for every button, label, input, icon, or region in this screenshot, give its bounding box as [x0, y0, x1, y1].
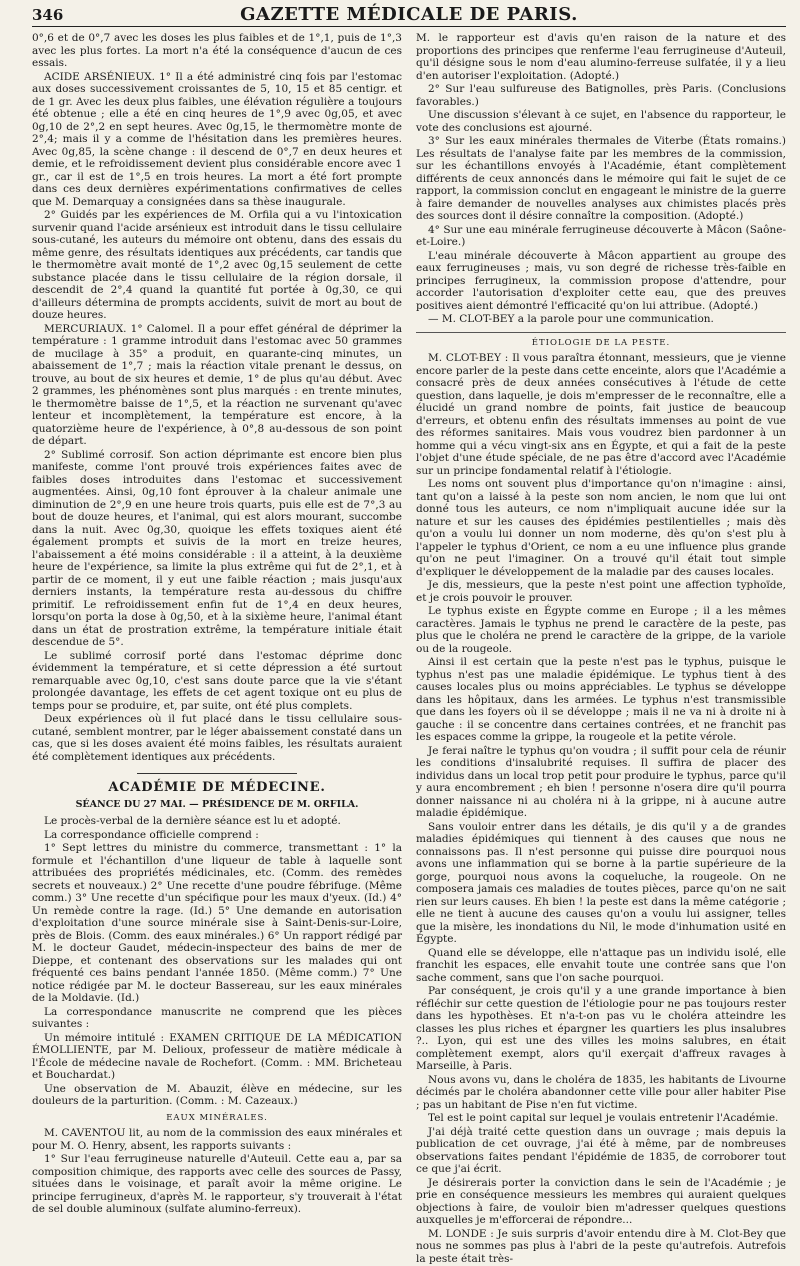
- paragraph: Le procès-verbal de la dernière séance est lu et adopté.: [44, 815, 341, 827]
- paragraph: 4° Sur une eau minérale ferrugineuse découverte à Mâcon (Saône-et-Loire.): [416, 223, 786, 248]
- paragraph: La correspondance officielle comprend :: [44, 828, 259, 841]
- paragraph: Sans vouloir entrer dans les détails, je dis qu'il y a de grandes maladies épidémiques qui tiennent à des causes que nous ne connaissons pas. Il n'est personne qui puisse dire pourquoi nous avons une inflammation qui se borne à la partie supérieure de la gorge, pourquoi nous avons la coqueluche, la rougeole. On ne composera jamais ces maladies de toutes pièces, parce qu'on ne sait rien sur leurs causes. Eh bien ! la peste est dans la même catégorie ; elle ne tient à aucune des causes qu'on a voulu lui assigner, telles que la misère, les inondations du Nil, le mode d'inhumation usité en Égypte.: [416, 820, 786, 945]
- section-rule: [137, 773, 297, 774]
- paragraph: Nous avons vu, dans le choléra de 1835, les habitants de Livourne décimés par le choléra abandonner cette ville pour aller habiter Pise ; pas un habitant de Pise n'en fut victime.: [416, 1073, 786, 1111]
- paragraph: M. CAVENTOU lit, au nom de la commission des eaux minérales et pour M. O. Henry, absent, les rapports suivants :: [32, 1127, 402, 1152]
- paragraph: 2° Sur l'eau sulfureuse des Batignolles, près Paris. (Conclusions favorables.): [416, 83, 786, 108]
- paragraph: — M. CLOT-BEY a la parole pour une communication.: [428, 313, 714, 325]
- right-column: [416, 32, 786, 1266]
- paragraph: 0°,6 et de 0°,7 avec les doses les plus faibles et de 1°,1, puis de 1°,3 avec les plus fortes. La mort n'a été la conséquence d'aucun de ces essais.: [32, 32, 402, 69]
- paragraph: Le typhus existe en Égypte comme en Europe ; il a les mêmes caractères. Jamais le typhus ne prend le caractère de la peste, pas plus que le choléra ne prend le caractère de la grippe, de la variole ou de la rougeole.: [416, 605, 786, 655]
- paragraph: Deux expériences où il fut placé dans le tissu cellulaire sous-cutané, semblent montrer, par le léger abaissement constaté dans un cas, que si les doses avaient été moins faibles, les résultats auraient été complètement identiques aux précédents.: [32, 713, 402, 763]
- paragraph: 1° Sur l'eau ferrugineuse naturelle d'Auteuil. Cette eau a, par sa composition chimique, des rapports avec celle des sources de Passy, situées dans le voisinage, et paraît avoir la même origine. Le principe ferrugineux, d'après M. le rapporteur, s'y trouverait à l'état de sel double aluminoux (sulfate alumino-ferreux).: [32, 1153, 402, 1215]
- columns: [32, 32, 786, 1266]
- subsection-heading: ÉTIOLOGIE DE LA PESTE.: [531, 337, 671, 348]
- paragraph: M. CLOT-BEY : Il vous paraîtra étonnant, messieurs, que je vienne encore parler de la peste dans cette enceinte, alors que l'Académie a consacré près de deux années consécutives à l'étude de cette question, dans laquelle, je dois m'empresser de le reconnaître, elle a élucidé un grand nombre de points, fait justice de beaucoup d'erreurs, et obtenu enfin des résultats immenses au point de vue des réformes sanitaires. Mais vous voudrez bien pardonner à un homme qui a vécu vingt-six ans en Égypte, et qui a fait de la peste l'objet d'une étude spéciale, de ne pas être d'accord avec l'Académie sur un principe fondamental relatif à l'étiologie.: [416, 352, 786, 477]
- paragraph: Ainsi il est certain que la peste n'est pas le typhus, puisque le typhus n'est pas une maladie épidémique. Le typhus tient à des causes locales plus ou moins appréciables. Le typhus se développe dans les hôpitaux, dans les armées. Le typhus n'est transmissible que dans les foyers où il se développe ; mais il ne va ni à droite ni à gauche : il se concentre dans certaines contrées, et ne franchit pas les espaces comme la grippe, la rougeole et la petite vérole.: [416, 656, 786, 743]
- subsection-heading: EAUX MINÉRALES.: [166, 1112, 268, 1123]
- section-divider: [416, 332, 786, 333]
- paragraph: La correspondance manuscrite ne comprend que les pièces suivantes :: [32, 1005, 402, 1030]
- page-number: 346: [32, 6, 64, 24]
- paragraph: M. le rapporteur est d'avis qu'en raison de la nature et des proportions des principes que renferme l'eau ferrugineuse d'Auteuil, qu'il désigne sous le nom d'eau alumino-ferreuse sulfatée, il y a lieu d'en autoriser l'exploitation. (Adopté.): [416, 32, 786, 82]
- left-column: [32, 32, 402, 1266]
- paragraph: M. LONDE : Je suis surpris d'avoir entendu dire à M. Clot-Bey que nous ne sommes pas plus à l'abri de la peste qu'autrefois. Autrefois la peste était très-: [416, 1227, 786, 1265]
- journal-title: GAZETTE MÉDICALE DE PARIS.: [240, 4, 578, 25]
- paragraph: L'eau minérale découverte à Mâcon appartient au groupe des eaux ferrugineuses ; mais, vu son degré de richesse très-faible en principes ferrugineux, la commission propose d'attendre, pour accorder l'autorisation d'exploiter cette eau, que des preuves positives aient démontré l'efficacité qu'on lui attribue. (Adopté.): [416, 249, 786, 312]
- paragraph: 2° Sublimé corrosif. Son action déprimante est encore bien plus manifeste, comme l'ont prouvé trois expériences faites avec de faibles doses introduites dans l'estomac et successivement augmentées. Ainsi, 0g,10 font éprouver à la chaleur animale une diminution de 2°,9 en une heure trois quarts, puis elle est de 7°,3 au bout de douze heures, et l'animal, qui est alors mourant, succombe dans la nuit. Avec 0g,30, quoique les effets toxiques aient été également prompts et suivis de la mort en treize heures, l'abaissement a été moins considérable : il a atteint, à la deuxième heure de l'expérience, sa limite la plus extrême qui fut de 2°,1, et à partir de ce moment, il y eut une faible réaction ; mais jusqu'aux derniers instants, la température resta au-dessous du chiffre primitif. Le refroidissement enfin fut de 1°,4 en deux heures, lorsqu'on porta la dose à 0g,50, et à la sixième heure, l'animal étant dans un état de prostration extrême, la température initiale était descendue de 5°.: [32, 448, 402, 648]
- section-title: ACADÉMIE DE MÉDECINE.: [108, 780, 326, 795]
- paragraph: Je dis, messieurs, que la peste n'est point une affection typhoïde, et je crois pouvoir le prouver.: [416, 579, 786, 604]
- paragraph: ACIDE ARSÉNIEUX. 1° Il a été administré cinq fois par l'estomac aux doses successivement croissantes de 5, 10, 15 et 85 centigr. et de 1 gr. Avec les deux plus faibles, une élévation régulière a toujours été obtenue ; elle a été en cinq heures de 1°,9 avec 0g,05, et avec 0g,10 de 2°,2 en sept heures. Avec 0g,15, le thermomètre monte de 2°,4; mais il y a comme de l'hésitation dans les premières heures. Avec 0g,85, la scène change : il descend de 0°,7 en deux heures et demie, et le refroidissement devient plus considérable encore avec 1 gr., car il est de 1°,5 en trois heures. La mort a été fort prompte dans ces deux dernières expérimentations confirmatives de celles que M. Demarquay a consignées dans sa thèse inaugurale.: [32, 70, 402, 208]
- paragraph: 1° Sept lettres du ministre du commerce, transmettant : 1° la formule et l'échantillon d'une liqueur de table à laquelle sont attribuées des propriétés médicinales, etc. (Comm. des remèdes secrets et nouveaux.) 2° Une recette d'une poudre fébrifuge. (Même comm.) 3° Une recette d'un spécifique pour les maux d'yeux. (Id.) 4° Un remède contre la rage. (Id.) 5° Une demande en autorisation d'exploitation d'une source minérale sise à Saint-Denis-sur-Loire, près de Blois. (Comm. des eaux minérales.) 6° Un rapport rédigé par M. le docteur Gaudet, médecin-inspecteur des bains de mer de Dieppe, et contenant des observations sur les malades qui ont fréquenté ces bains pendant l'année 1850. (Même comm.) 7° Une notice rédigée par M. le docteur Bassereau, sur les eaux minérales de la Moldavie. (Id.): [32, 842, 402, 1004]
- paragraph: 2° Guidés par les expériences de M. Orfila qui a vu l'intoxication survenir quand l'acide arsénieux est introduit dans le tissu cellulaire sous-cutané, les auteurs du mémoire ont obtenu, dans des essais du même genre, des résultats identiques aux précédents, car tandis que le thermomètre avait monté de 1°,2 avec 0g,15 seulement de cette substance placée dans le tissu cellulaire de la région dorsale, il descendit de 2°,4 quand la quantité fut portée à 0g,30, ce qui d'ailleurs détermina de prompts accidents, suivit de mort au bout de douze heures.: [32, 209, 402, 321]
- paragraph: Le sublimé corrosif porté dans l'estomac déprime donc évidemment la température, et si cette dépression a été surtout remarquable avec 0g,10, c'est sans doute parce que la vie s'étant prolongée davantage, les effets de cet agent toxique ont eu plus de temps pour se produire, et, par suite, ont été plus complets.: [32, 649, 402, 712]
- paragraph: MERCURIAUX. 1° Calomel. Il a pour effet général de déprimer la température : 1 gramme introduit dans l'estomac avec 50 grammes de mucilage à 35° a produit, en quarante-cinq minutes, un abaissement de 1°,7 ; mais la réaction vitale prenant le dessus, on trouve, au bout de six heures et demie, 1° de plus qu'au début. Avec 2 grammes, les phénomènes sont plus marqués : en trente minutes, le thermomètre baisse de 1°,5, et la réaction ne survenant qu'avec lenteur et incomplètement, la température est encore, à la quatorzième heure de l'expérience, à 0°,8 au-dessous de son point de départ.: [32, 322, 402, 447]
- paragraph: 3° Sur les eaux minérales thermales de Viterbe (États romains.) Les résultats de l'analyse faite par les membres de la commission, sur les échantillons envoyés à l'Académie, étant complètement différents de ceux annoncés dans le mémoire qui fait le sujet de ce rapport, la commission conclut en engageant le ministre de la guerre à faire demander de nouvelles analyses aux chimistes placés près des sources dont il désire connaître la composition. (Adopté.): [416, 135, 786, 222]
- paragraph: Les noms ont souvent plus d'importance qu'on n'imagine : ainsi, tant qu'on a laissé à la peste son nom ancien, le nom que lui ont donné tous les auteurs, ce nom n'impliquait aucune idée sur la nature et sur les causes des épidémies pestilentielles ; mais dès qu'on a voulu lui donner un nom moderne, dès qu'on s'est plu à l'appeler le typhus d'Orient, ce nom a eu une influence plus grande qu'on ne peut l'imaginer. On a trouvé qu'il était tout simple d'expliquer le développement de la maladie par des causes locales.: [416, 478, 786, 578]
- page-header: [32, 4, 786, 27]
- session-heading: SÉANCE DU 27 MAI. — PRÉSIDENCE DE M. ORFILA.: [75, 798, 359, 810]
- paragraph: Un mémoire intitulé : EXAMEN CRITIQUE DE LA MÉDICATION ÉMOLLIENTE, par M. Delioux, professeur de matière médicale à l'École de médecine navale de Rochefort. (Comm. : MM. Bricheteau et Bouchardat.): [32, 1031, 402, 1081]
- paragraph: Tel est le point capital sur lequel je voulais entretenir l'Académie.: [428, 1112, 779, 1124]
- paragraph: Une observation de M. Abauzit, élève en médecine, sur les douleurs de la parturition. (Comm. : M. Cazeaux.): [32, 1082, 402, 1107]
- paragraph: Une discussion s'élevant à ce sujet, en l'absence du rapporteur, le vote des conclusions est ajourné.: [416, 109, 786, 134]
- paragraph: Quand elle se développe, elle n'attaque pas un individu isolé, elle franchit les espaces, elle envahit toute une contrée sans que l'on sache comment, sans que l'on sache pourquoi.: [416, 946, 786, 984]
- paragraph: J'ai déjà traité cette question dans un ouvrage ; mais depuis la publication de cet ouvrage, j'ai été à même, par de nombreuses observations faites pendant l'épidémie de 1835, de corroborer tout ce que j'ai écrit.: [416, 1125, 786, 1175]
- paragraph: Je ferai naître le typhus qu'on voudra ; il suffit pour cela de réunir les conditions d'insalubrité requises. Il suffira de placer des individus dans un local trop petit pour produire le typhus, parce qu'il y aura encombrement ; eh bien ! personne n'osera dire qu'il pourra donner naissance ni au choléra ni à la grippe, ni à aucune autre maladie épidémique.: [416, 744, 786, 819]
- paragraph: Je désirerais porter la conviction dans le sein de l'Académie ; je prie en conséquence messieurs les membres qui auraient quelques objections à faire, de vouloir bien m'adresser quelques questions auxquelles je m'efforcerai de répondre...: [416, 1176, 786, 1226]
- paragraph: Par conséquent, je crois qu'il y a une grande importance à bien réfléchir sur cette question de l'étiologie pour ne pas toujours rester dans les hypothèses. Et n'a-t-on pas vu le choléra atteindre les classes les plus riches et épargner les quartiers les plus insalubres ?.. Lyon, qui est une des villes les moins salubres, en était complètement exempt, alors qu'il exerçait d'affreux ravages à Marseille, à Paris.: [416, 985, 786, 1072]
